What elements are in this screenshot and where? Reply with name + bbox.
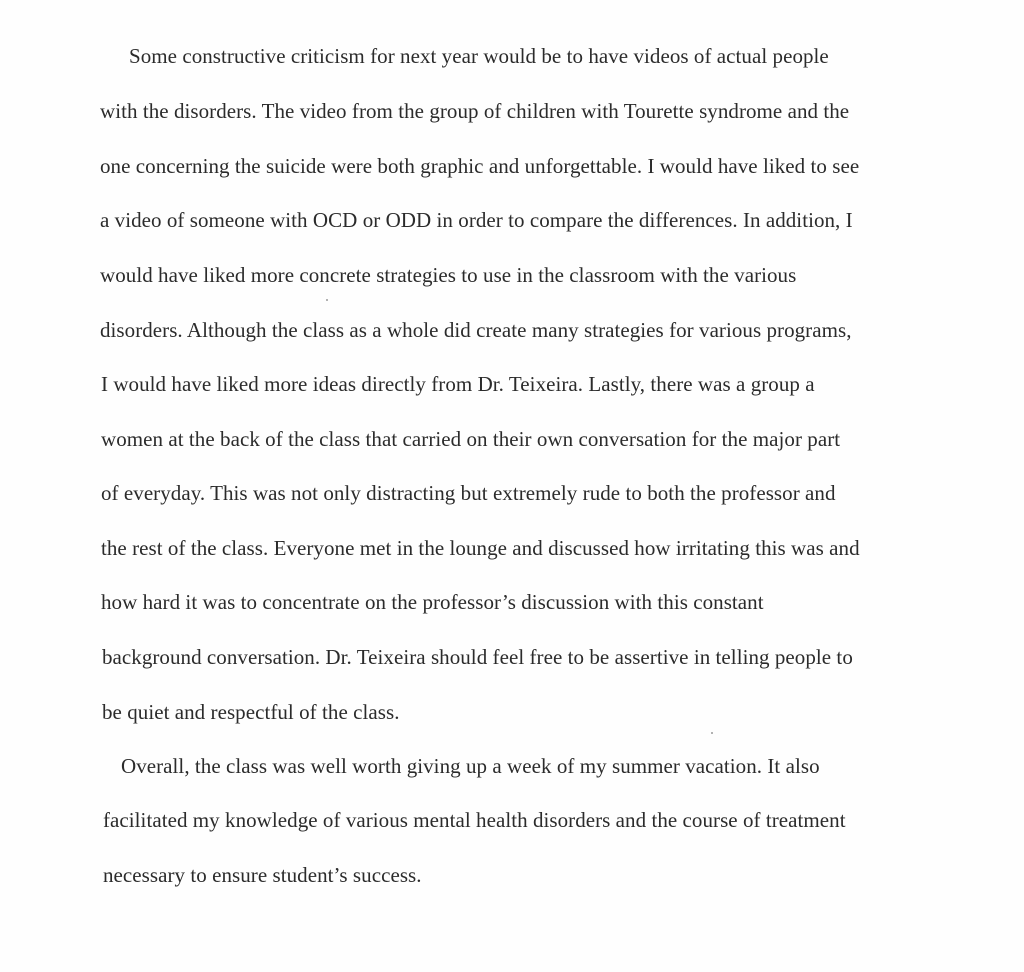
paragraph-line: necessary to ensure student’s success.	[103, 863, 422, 887]
paragraph-line: women at the back of the class that carried on their own conversation for the major part	[101, 427, 841, 451]
scan-speck	[326, 299, 328, 301]
paragraph-line: Overall, the class was well worth giving up a week of my summer vacation. It also	[121, 754, 820, 778]
paragraph-line: would have liked more concrete strategies to use in the classroom with the various	[100, 263, 797, 287]
paragraph-line: of everyday. This was not only distracting but extremely rude to both the professor and	[101, 481, 836, 505]
paragraph-line: one concerning the suicide were both graphic and unforgettable. I would have liked to see	[100, 154, 860, 178]
paragraph-line: facilitated my knowledge of various mental health disorders and the course of treatment	[103, 808, 846, 832]
paragraph-line: Some constructive criticism for next year would be to have videos of actual people	[129, 44, 829, 68]
paragraph-line: the rest of the class. Everyone met in the lounge and discussed how irritating this was and	[101, 536, 860, 560]
paragraph-line: disorders. Although the class as a whole did create many strategies for various programs,	[100, 318, 852, 342]
paragraph-line: how hard it was to concentrate on the professor’s discussion with this constant	[101, 590, 764, 614]
paragraph-line: with the disorders. The video from the group of children with Tourette syndrome and the	[100, 99, 850, 123]
paragraph-line: I would have liked more ideas directly from Dr. Teixeira. Lastly, there was a group a	[101, 372, 815, 396]
paragraph-line: background conversation. Dr. Teixeira should feel free to be assertive in telling people to	[102, 645, 853, 669]
paragraph-line: a video of someone with OCD or ODD in order to compare the differences. In addition, I	[100, 208, 853, 232]
paragraph-line: be quiet and respectful of the class.	[102, 700, 400, 724]
scan-speck	[711, 732, 713, 734]
